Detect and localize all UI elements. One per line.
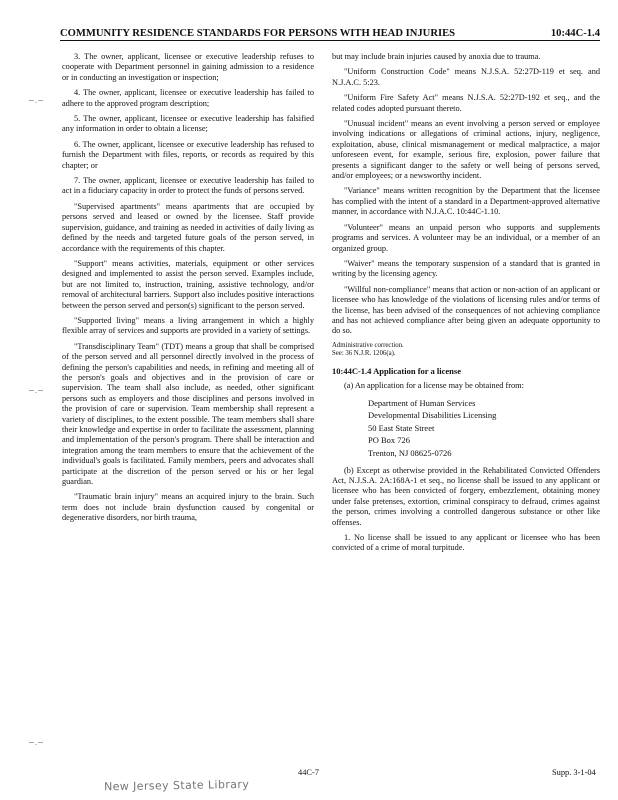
margin-mark: ~.~ (28, 738, 44, 747)
page-header (60, 28, 600, 41)
supplement-date: Supp. 3-1-04 (552, 768, 596, 777)
address-block (368, 397, 600, 460)
paragraph-b-1: 1. No license shall be issued to any applicant or licensee who has been convicted of a crime of moral turpitude. (332, 532, 600, 553)
definition-unusual-incident: "Unusual incident" means an event involving a person served or employee involving indications or allegations of criminal actions, injury, negligence, exploitation, abuse, clinical mismanagement or medical malpractice, a major unforeseen event, for example, serious fire, explosion, power failure that presents a significant danger to the safety or well being of persons served, and/or employees; or a newsworthy incident. (332, 119, 600, 181)
address-line: Department of Human Services (368, 397, 476, 408)
address-line: Developmental Disabilities Licensing (368, 410, 497, 421)
section-heading: 10:44C-1.4 Application for a license (332, 365, 461, 376)
page-number: 44C-7 (298, 768, 319, 777)
left-column (62, 52, 314, 529)
header-section: 10:44C-1.4 (550, 28, 600, 39)
paragraph-b: (b) Except as otherwise provided in the Rehabilitated Convicted Offenders Act, N.J.S.A. 2A:168A-1 et seq., no license shall be issued to any applicant or licensee who has been convicted of forgery, embezzlement, obtaining money under false pretenses, extortion, criminal conspiracy to defraud, crimes against the person, crimes involving a controlled dangerous substance or other like offenses. (332, 465, 600, 527)
definition-traumatic-brain-injury: "Traumatic brain injury" means an acquired injury to the brain. Such term does not include brain dysfunction caused by congenital or degenerative disorders, nor birth trauma, (62, 492, 314, 523)
continued-paragraph: but may include brain injuries caused by anoxia due to trauma. (332, 52, 541, 61)
definition-waiver: "Waiver" means the temporary suspension of a standard that is granted in writing by the licensing agency. (332, 258, 600, 279)
list-item: 7. The owner, applicant, licensee or executive leadership has failed to act in a fiduciary capacity in order to protect the funds of persons served. (62, 176, 314, 196)
header-title: COMMUNITY RESIDENCE STANDARDS FOR PERSONS WITH HEAD INJURIES (60, 28, 456, 39)
definition-support: "Support" means activities, materials, equipment or other services designed and implemented to assist the person served. Examples include, but are not limited to, instruction, training, assistive technology, and/or removal of architectural barriers. Support also includes positive interactions between the person served and person(s) significant to the person served. (62, 258, 314, 310)
list-item: 5. The owner, applicant, licensee or executive leadership has falsified any information in order to obtain a license; (62, 114, 314, 134)
definition-willful-non-compliance: "Willful non-compliance" means that action or non-action of an applicant or licensee who has knowledge of the violations of licensing rules and/or terms of the license, has been advised of the consequences of not achieving compliance and has not achieved compliance after being given an adequate opportunity to do so. (332, 284, 600, 336)
definition-transdisciplinary-team: "Transdisciplinary Team" (TDT) means a group that shall be comprised of the person served and all personnel directly involved in the process of defining the person's capabilities and needs, in refining and meeting all of the person's goals and objectives and in the provision of care or supervision. The team shall also include, as needed, other significant persons such as employers and those disciplines and persons involved in the provision of care or supervision. Team membership shall represent a variety of disciplines, to the extent possible. The team members shall share their knowledge and expertise in order to facilitate the assessment, planning and implementation of the person's program. There shall be interaction and integration among the team members to ensure that the achievement of the individual's goals is facilitated. Family members, peers and advocates shall participate at the discretion of the person served or his or her legal guardian. (62, 341, 314, 487)
definition-variance: "Variance" means written recognition by the Department that the licensee has complied with the intent of a standard in a Department-approved alternative manner, in accordance with N.J.A.C. 10:44C-1.10. (332, 186, 600, 217)
address-line: PO Box 726 (368, 435, 411, 446)
administrative-note: Administrative correction. (332, 341, 404, 349)
address-line: Trenton, NJ 08625-0726 (368, 447, 452, 458)
definition-uniform-construction-code: "Uniform Construction Code" means N.J.S.A. 52:27D-119 et seq. and N.J.A.C. 5:23. (332, 67, 600, 87)
list-item: 6. The owner, applicant, licensee or executive leadership has refused to furnish the Department with files, reports, or records as required by this chapter; or (62, 139, 314, 170)
list-item: 3. The owner, applicant, licensee or executive leadership refuses to cooperate with Department personnel in gaining admission to a residence or in conducting an investigation or inspection; (62, 52, 314, 82)
definition-uniform-fire-safety-act: "Uniform Fire Safety Act" means N.J.S.A. 52:27D-192 et seq., and the related codes adopted pursuant thereto. (332, 93, 600, 113)
margin-mark: ~.~ (28, 386, 44, 395)
administrative-note-citation: See: 36 N.J.R. 1206(a). (332, 349, 396, 357)
margin-mark: ~.~ (28, 96, 44, 105)
definition-volunteer: "Volunteer" means an unpaid person who supports and supplements programs and services. A volunteer may be an individual, or a member of an organized group. (332, 222, 600, 253)
right-column (332, 52, 600, 559)
definition-supervised-apartments: "Supervised apartments" means apartments that are occupied by persons served and leased or owned by the licensee. Staff provide supervision, guidance, and training as needed in activities of daily living as defined by the needs and targeted future goals of the person served, in accordance with the requirements of this chapter. (62, 201, 314, 253)
address-line: 50 East State Street (368, 422, 435, 433)
definition-supported-living: "Supported living" means a living arrangement in which a highly flexible array of services and supports are provided in a variety of settings. (62, 315, 314, 336)
list-item: 4. The owner, applicant, licensee or executive leadership has failed to adhere to the approved program description; (62, 88, 314, 108)
library-stamp: New Jersey State Library (103, 777, 250, 794)
paragraph-a: (a) An application for a license may be obtained from: (344, 381, 524, 391)
